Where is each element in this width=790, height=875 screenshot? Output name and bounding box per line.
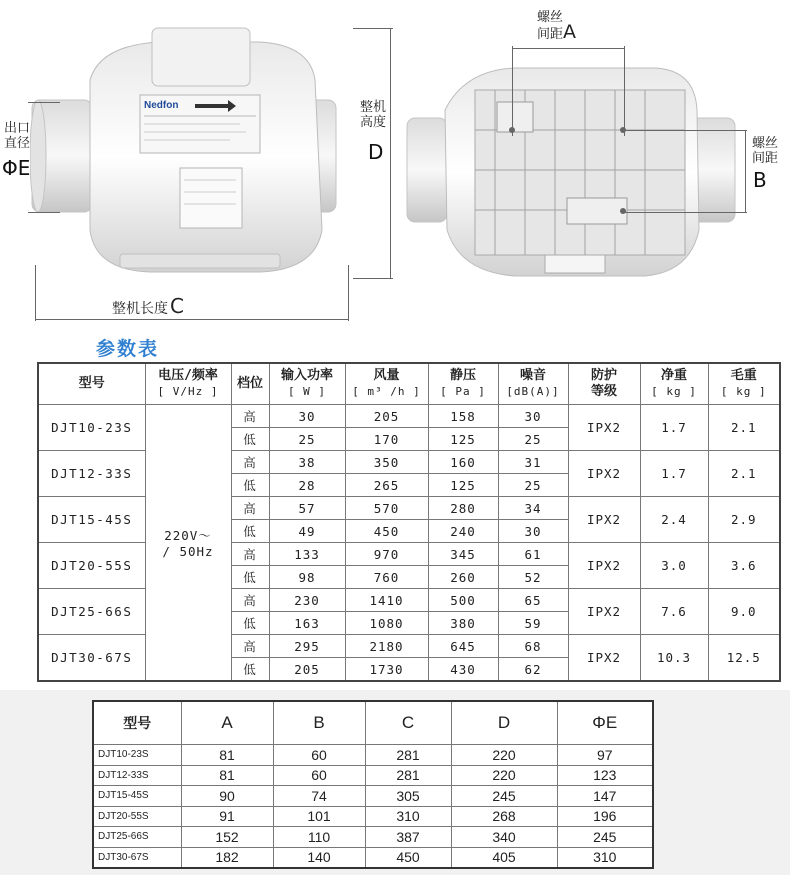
dims-table-body — [93, 745, 653, 869]
header-noise: 噪音 [dB(A)] — [498, 363, 568, 405]
noise-cell: 25 — [498, 474, 568, 497]
pressure-cell: 645 — [428, 635, 498, 658]
dims-a-cell: 152 — [181, 827, 273, 848]
power-cell: 163 — [269, 612, 345, 635]
dims-row — [93, 847, 653, 868]
airflow-cell: 1410 — [345, 589, 428, 612]
header-protection: 防护 等级 — [568, 363, 640, 405]
noise-cell: 31 — [498, 451, 568, 474]
gross-weight-cell: 12.5 — [708, 635, 780, 682]
dims-row — [93, 827, 653, 848]
power-cell: 25 — [269, 428, 345, 451]
noise-cell: 61 — [498, 543, 568, 566]
dims-e-cell: 123 — [557, 765, 653, 786]
dims-model-cell: DJT12-33S — [93, 765, 181, 786]
power-cell: 28 — [269, 474, 345, 497]
dims-b-cell: 74 — [273, 786, 365, 807]
dims-header-c: C — [365, 701, 451, 745]
gear-cell: 低 — [231, 428, 269, 451]
pressure-cell: 240 — [428, 520, 498, 543]
height-dim-line-vertical — [390, 28, 391, 279]
airflow-cell: 205 — [345, 405, 428, 428]
screw-a-line-left — [512, 46, 513, 136]
dims-c-cell: 305 — [365, 786, 451, 807]
dims-header-a: A — [181, 701, 273, 745]
params-header-row — [38, 363, 780, 405]
dims-e-cell: 147 — [557, 786, 653, 807]
params-row — [38, 405, 780, 428]
dims-header-d: D — [451, 701, 557, 745]
length-dim-line-right — [348, 265, 349, 321]
model-cell: DJT25-66S — [38, 589, 145, 635]
screw-a-line-horizontal — [512, 48, 625, 49]
dims-header-b: B — [273, 701, 365, 745]
airflow-cell: 1080 — [345, 612, 428, 635]
outlet-dim-line-top — [28, 102, 60, 103]
header-model: 型号 — [38, 363, 145, 405]
model-cell: DJT15-45S — [38, 497, 145, 543]
dims-d-cell: 405 — [451, 847, 557, 868]
dims-row — [93, 806, 653, 827]
fan-front-view-image — [30, 20, 370, 280]
dims-row — [93, 765, 653, 786]
header-voltage: 电压/频率 [ V/Hz ] — [145, 363, 231, 405]
gear-cell: 高 — [231, 405, 269, 428]
dims-e-cell: 196 — [557, 806, 653, 827]
brand-logo: Nedfon — [144, 100, 179, 111]
gross-weight-cell: 3.6 — [708, 543, 780, 589]
dims-d-cell: 220 — [451, 765, 557, 786]
airflow-cell: 350 — [345, 451, 428, 474]
gross-weight-cell: 9.0 — [708, 589, 780, 635]
dimensions-table — [92, 700, 654, 869]
power-cell: 230 — [269, 589, 345, 612]
gear-cell: 高 — [231, 589, 269, 612]
dims-e-cell: 97 — [557, 745, 653, 766]
power-cell: 133 — [269, 543, 345, 566]
fan-mounting-view-image — [405, 40, 745, 290]
header-pressure: 静压 [ Pa ] — [428, 363, 498, 405]
noise-cell: 52 — [498, 566, 568, 589]
pressure-cell: 280 — [428, 497, 498, 520]
dims-row — [93, 786, 653, 807]
noise-cell: 68 — [498, 635, 568, 658]
dims-b-cell: 140 — [273, 847, 365, 868]
dims-c-cell: 310 — [365, 806, 451, 827]
dims-d-cell: 340 — [451, 827, 557, 848]
screw-b-symbol: B — [753, 168, 767, 192]
header-gear: 档位 — [231, 363, 269, 405]
dims-c-cell: 387 — [365, 827, 451, 848]
airflow-cell: 2180 — [345, 635, 428, 658]
outlet-dim-line-bottom — [28, 212, 60, 213]
power-cell: 98 — [269, 566, 345, 589]
airflow-cell: 450 — [345, 520, 428, 543]
dims-c-cell: 281 — [365, 765, 451, 786]
dims-row — [93, 745, 653, 766]
airflow-cell: 265 — [345, 474, 428, 497]
outlet-label: 出口 直径 — [4, 121, 31, 151]
dims-c-cell: 281 — [365, 745, 451, 766]
pressure-cell: 260 — [428, 566, 498, 589]
gear-cell: 低 — [231, 520, 269, 543]
header-net-weight: 净重 [ kg ] — [640, 363, 708, 405]
protection-cell: IPX2 — [568, 451, 640, 497]
outlet-diameter-symbol: ΦE — [2, 156, 31, 180]
dims-d-cell: 268 — [451, 806, 557, 827]
model-cell: DJT12-33S — [38, 451, 145, 497]
dims-header-e: ΦE — [557, 701, 653, 745]
gear-cell: 低 — [231, 658, 269, 682]
power-cell: 57 — [269, 497, 345, 520]
airflow-cell: 170 — [345, 428, 428, 451]
pressure-cell: 125 — [428, 428, 498, 451]
pressure-cell: 345 — [428, 543, 498, 566]
power-cell: 295 — [269, 635, 345, 658]
dims-a-cell: 90 — [181, 786, 273, 807]
dims-e-cell: 310 — [557, 847, 653, 868]
pressure-cell: 380 — [428, 612, 498, 635]
pressure-cell: 160 — [428, 451, 498, 474]
gear-cell: 低 — [231, 474, 269, 497]
pressure-cell: 430 — [428, 658, 498, 682]
dims-header-row — [93, 701, 653, 745]
screw-a-line-right — [624, 46, 625, 136]
noise-cell: 30 — [498, 405, 568, 428]
dims-b-cell: 60 — [273, 765, 365, 786]
power-cell: 38 — [269, 451, 345, 474]
model-cell: DJT10-23S — [38, 405, 145, 451]
net-weight-cell: 1.7 — [640, 451, 708, 497]
header-gross-weight: 毛重 [ kg ] — [708, 363, 780, 405]
height-label: 整机 高度 — [360, 100, 387, 130]
airflow-cell: 970 — [345, 543, 428, 566]
protection-cell: IPX2 — [568, 405, 640, 451]
power-cell: 30 — [269, 405, 345, 428]
gear-cell: 低 — [231, 566, 269, 589]
noise-cell: 34 — [498, 497, 568, 520]
pressure-cell: 500 — [428, 589, 498, 612]
length-dim-line-horizontal — [35, 319, 349, 320]
params-table-body — [38, 405, 780, 682]
gross-weight-cell: 2.1 — [708, 451, 780, 497]
dims-model-cell: DJT25-66S — [93, 827, 181, 848]
dims-a-cell: 182 — [181, 847, 273, 868]
dims-b-cell: 110 — [273, 827, 365, 848]
noise-cell: 30 — [498, 520, 568, 543]
gross-weight-cell: 2.1 — [708, 405, 780, 451]
dims-d-cell: 245 — [451, 786, 557, 807]
height-dim-line-bottom — [353, 278, 393, 279]
gear-cell: 高 — [231, 451, 269, 474]
product-photos — [0, 0, 790, 345]
net-weight-cell: 3.0 — [640, 543, 708, 589]
screw-b-line-vertical — [745, 130, 746, 213]
gear-cell: 高 — [231, 497, 269, 520]
model-cell: DJT30-67S — [38, 635, 145, 682]
dims-b-cell: 101 — [273, 806, 365, 827]
screw-spacing-b-label: 螺丝 间距 — [752, 136, 779, 166]
length-dim-line-left — [35, 265, 36, 321]
pressure-cell: 158 — [428, 405, 498, 428]
airflow-cell: 1730 — [345, 658, 428, 682]
dims-a-cell: 81 — [181, 765, 273, 786]
net-weight-cell: 2.4 — [640, 497, 708, 543]
noise-cell: 59 — [498, 612, 568, 635]
dims-model-cell: DJT10-23S — [93, 745, 181, 766]
model-cell: DJT20-55S — [38, 543, 145, 589]
header-power: 输入功率 [ W ] — [269, 363, 345, 405]
net-weight-cell: 10.3 — [640, 635, 708, 682]
noise-cell: 25 — [498, 428, 568, 451]
dims-model-cell: DJT30-67S — [93, 847, 181, 868]
dimensions-section — [0, 690, 790, 875]
gear-cell: 高 — [231, 543, 269, 566]
airflow-cell: 760 — [345, 566, 428, 589]
net-weight-cell: 1.7 — [640, 405, 708, 451]
dims-a-cell: 91 — [181, 806, 273, 827]
voltage-cell: 220V～ / 50Hz — [145, 405, 231, 682]
gear-cell: 低 — [231, 612, 269, 635]
net-weight-cell: 7.6 — [640, 589, 708, 635]
header-airflow: 风量 [ m³ /h ] — [345, 363, 428, 405]
height-dim-line-top — [353, 28, 393, 29]
screw-b-line-top — [624, 130, 747, 131]
dims-a-cell: 81 — [181, 745, 273, 766]
dims-header-model: 型号 — [93, 701, 181, 745]
airflow-cell: 570 — [345, 497, 428, 520]
protection-cell: IPX2 — [568, 497, 640, 543]
protection-cell: IPX2 — [568, 543, 640, 589]
screw-b-line-bottom — [624, 212, 747, 213]
params-title: 参数表 — [96, 338, 160, 360]
gear-cell: 高 — [231, 635, 269, 658]
protection-cell: IPX2 — [568, 589, 640, 635]
parameters-table — [37, 362, 781, 682]
power-cell: 205 — [269, 658, 345, 682]
dims-b-cell: 60 — [273, 745, 365, 766]
dims-d-cell: 220 — [451, 745, 557, 766]
dims-e-cell: 245 — [557, 827, 653, 848]
gross-weight-cell: 2.9 — [708, 497, 780, 543]
dims-c-cell: 450 — [365, 847, 451, 868]
length-label: 整机长度 C — [112, 294, 184, 318]
noise-cell: 65 — [498, 589, 568, 612]
power-cell: 49 — [269, 520, 345, 543]
pressure-cell: 125 — [428, 474, 498, 497]
dims-model-cell: DJT20-55S — [93, 806, 181, 827]
protection-cell: IPX2 — [568, 635, 640, 682]
screw-spacing-a-label: 螺丝 间距A — [537, 10, 577, 43]
dims-model-cell: DJT15-45S — [93, 786, 181, 807]
height-symbol: D — [368, 140, 384, 164]
noise-cell: 62 — [498, 658, 568, 682]
